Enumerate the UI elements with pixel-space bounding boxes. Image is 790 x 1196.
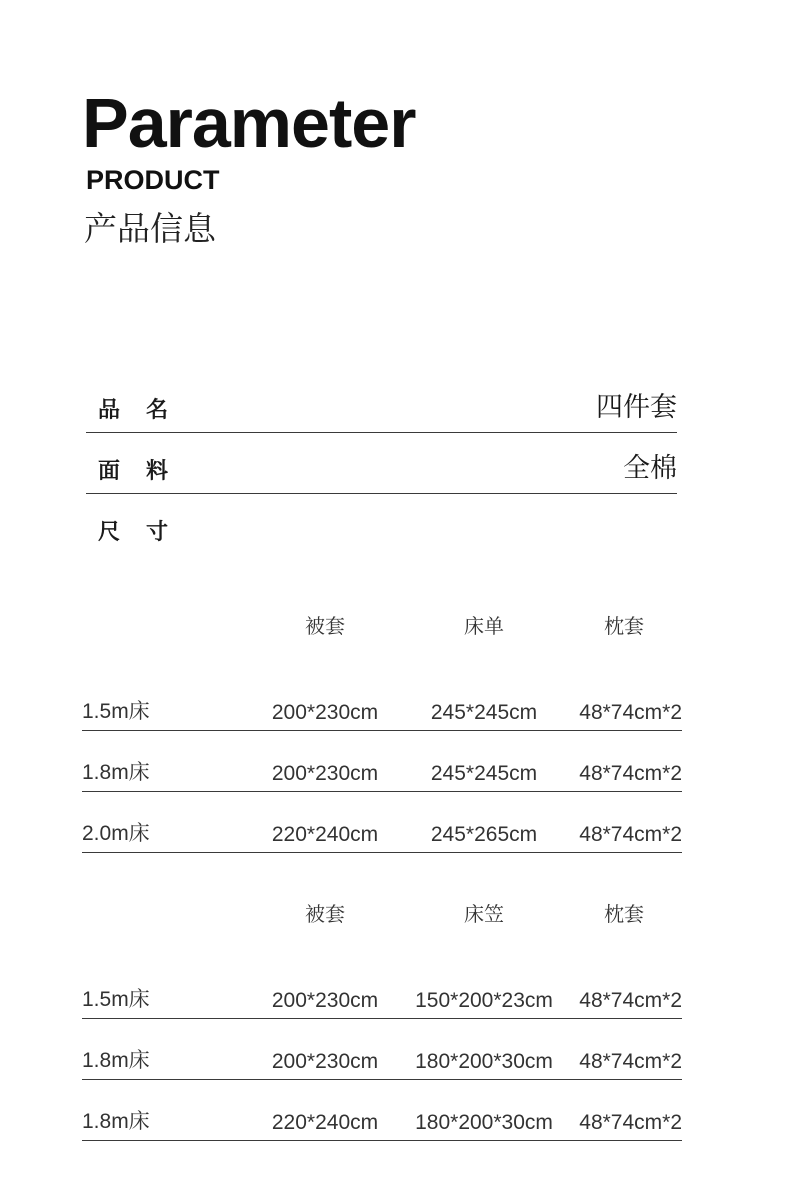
- row-label: 1.5m床: [82, 700, 150, 723]
- info-row-name: [86, 372, 677, 433]
- table-cell: 48*74cm*2: [579, 1050, 682, 1073]
- row-label: 1.8m床: [82, 761, 150, 784]
- table-cell: 48*74cm*2: [579, 701, 682, 724]
- table-cell: 220*240cm: [271, 1111, 379, 1134]
- table-row: [82, 1080, 682, 1141]
- table-header-row: [82, 606, 682, 646]
- table-cell: 48*74cm*2: [579, 1111, 682, 1134]
- column-header: 枕套: [604, 614, 644, 638]
- table-row: [82, 731, 682, 792]
- column-header: 床单: [464, 614, 504, 638]
- row-label: 1.8m床: [82, 1110, 150, 1133]
- column-header: 被套: [305, 614, 345, 638]
- row-label: 1.8m床: [82, 1049, 150, 1072]
- info-label: 品名: [98, 398, 195, 423]
- info-value: 四件套: [596, 392, 677, 423]
- table-cell: 180*200*30cm: [415, 1111, 553, 1134]
- column-header: 被套: [305, 902, 345, 926]
- size-table-fitted-sheet: [82, 894, 682, 1141]
- table-cell: 180*200*30cm: [415, 1050, 553, 1073]
- size-table-sheet: [82, 606, 682, 853]
- table-row: [82, 1019, 682, 1080]
- info-label: 尺寸: [98, 520, 195, 545]
- table-cell: 200*230cm: [271, 1050, 379, 1073]
- table-row: [82, 792, 682, 853]
- row-label: 1.5m床: [82, 988, 150, 1011]
- column-header: 枕套: [604, 902, 644, 926]
- table-row: [82, 958, 682, 1019]
- product-info-table: [86, 372, 677, 554]
- row-label: 2.0m床: [82, 822, 150, 845]
- info-row-size: [86, 494, 677, 554]
- page-title: Parameter: [82, 84, 416, 162]
- info-value: 全棉: [623, 453, 677, 484]
- table-body: [82, 958, 682, 1141]
- table-cell: 245*265cm: [430, 823, 538, 846]
- table-cell: 220*240cm: [271, 823, 379, 846]
- table-row: [82, 670, 682, 731]
- table-cell: 48*74cm*2: [579, 989, 682, 1012]
- column-header: 床笠: [464, 902, 504, 926]
- table-header-row: [82, 894, 682, 934]
- table-cell: 245*245cm: [430, 701, 538, 724]
- table-cell: 150*200*23cm: [415, 989, 553, 1012]
- page-subtitle: PRODUCT: [86, 165, 220, 195]
- info-label: 面料: [98, 459, 195, 484]
- table-cell: 200*230cm: [271, 701, 379, 724]
- table-cell: 48*74cm*2: [579, 762, 682, 785]
- table-cell: 48*74cm*2: [579, 823, 682, 846]
- table-body: [82, 670, 682, 853]
- table-cell: 245*245cm: [430, 762, 538, 785]
- table-cell: 200*230cm: [271, 762, 379, 785]
- table-cell: 200*230cm: [271, 989, 379, 1012]
- page-subtitle-chinese: 产品信息: [84, 209, 216, 248]
- info-row-material: [86, 433, 677, 494]
